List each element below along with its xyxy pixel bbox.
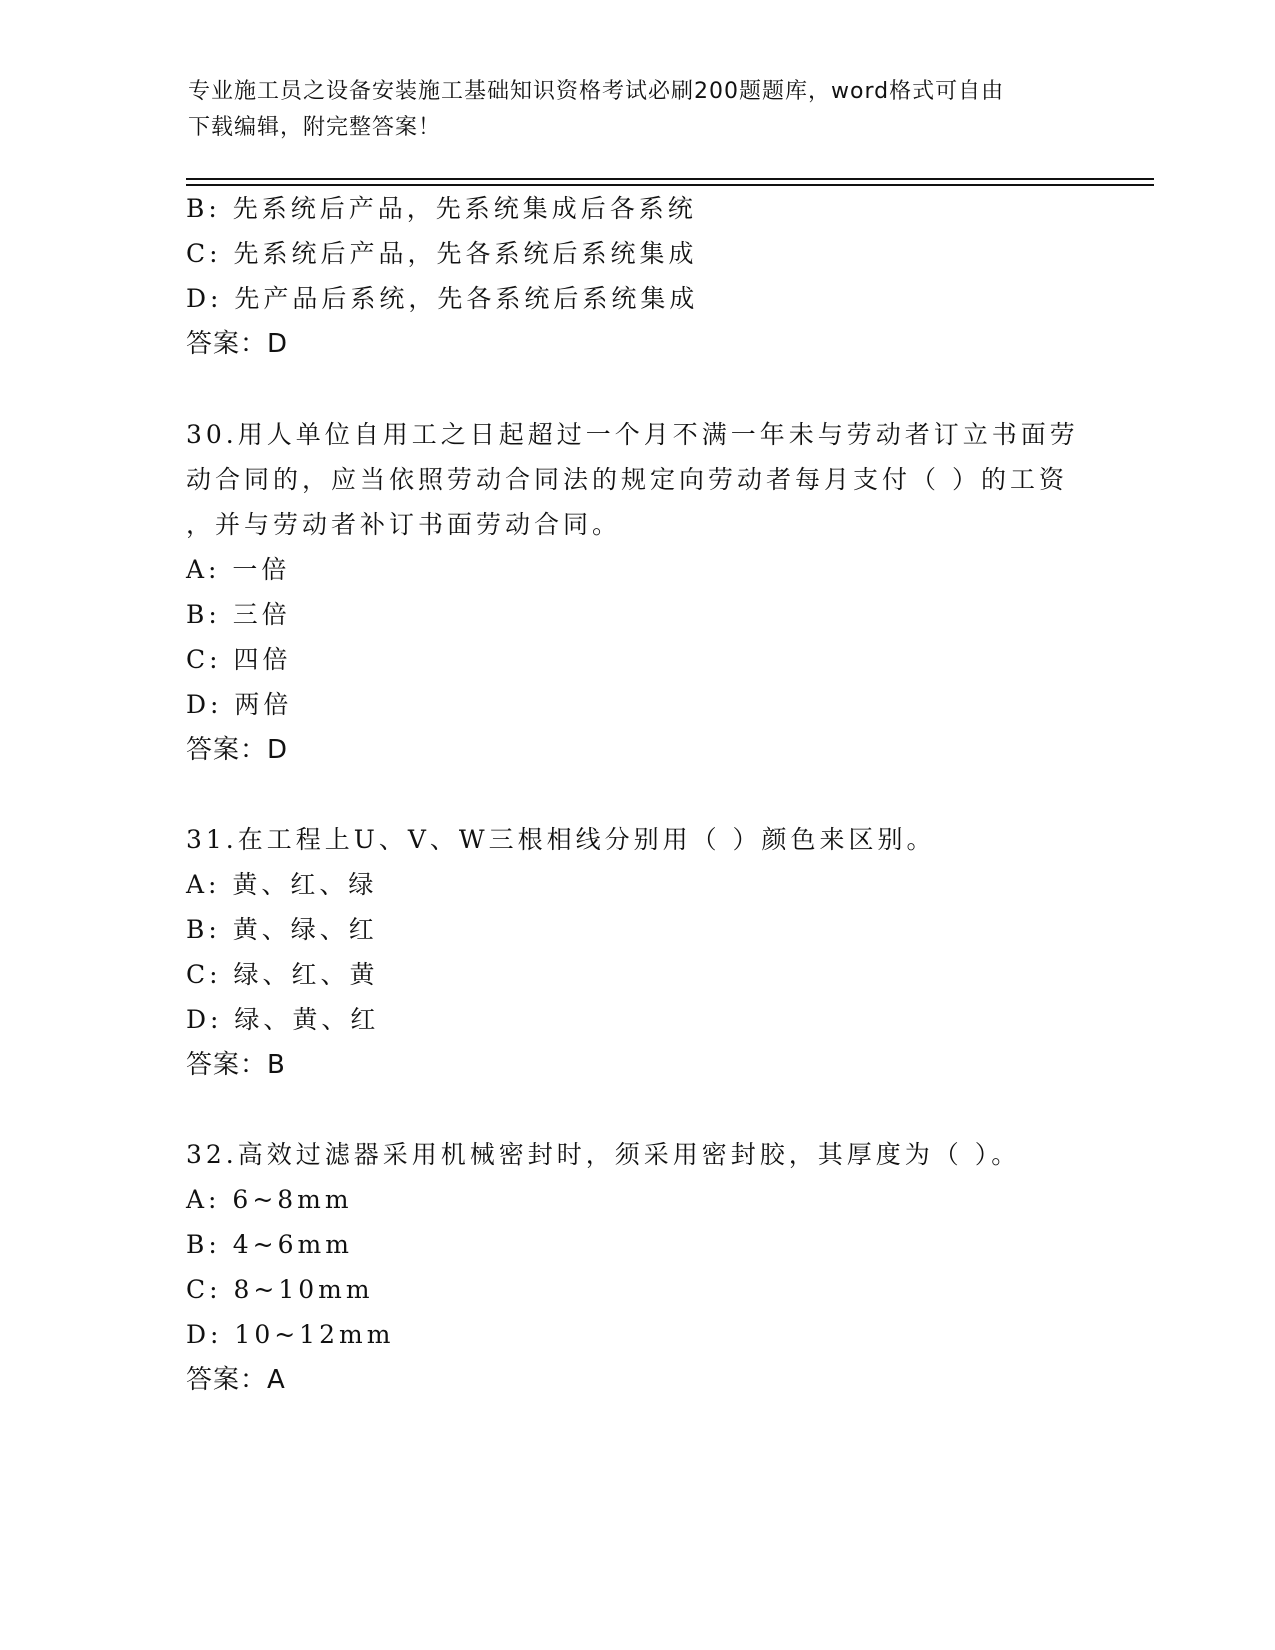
header-divider-top	[186, 178, 1154, 180]
answer-value: B	[267, 1050, 286, 1080]
q31-stem-line-1: 31.在工程上U、V、W三根相线分别用（ ）颜色来区别。	[186, 825, 936, 854]
q32-option-d: D: 10~12mm	[186, 1320, 395, 1349]
q31-option-c: C: 绿、红、黄	[186, 960, 379, 989]
q30-option-c: C: 四倍	[186, 645, 292, 674]
q29-option-c: C: 先系统后产品，先各系统后系统集成	[186, 239, 698, 268]
answer-value: D	[267, 329, 289, 359]
q29-option-d: D: 先产品后系统，先各系统后系统集成	[186, 284, 699, 313]
q30-stem-line-2: 动合同的，应当依照劳动合同法的规定向劳动者每月支付（ ）的工资	[186, 465, 1068, 494]
q30-stem-line-3: ，并与劳动者补订书面劳动合同。	[186, 510, 622, 539]
q30-option-d: D: 两倍	[186, 690, 293, 719]
q32-option-a: A: 6~8mm	[186, 1185, 353, 1214]
header-divider-bottom	[186, 184, 1154, 186]
q31-answer	[186, 1048, 286, 1082]
answer-label: 答案：	[186, 735, 268, 765]
q32-answer	[186, 1363, 286, 1397]
answer-value: D	[267, 735, 289, 765]
q32-stem-line-1: 32.高效过滤器采用机械密封时，须采用密封胶，其厚度为（ ）。	[186, 1140, 1021, 1169]
q30-answer	[186, 733, 288, 767]
q30-option-a: A: 一倍	[186, 555, 291, 584]
answer-label: 答案：	[186, 329, 268, 359]
answer-label: 答案：	[186, 1050, 268, 1080]
q31-option-d: D: 绿、黄、红	[186, 1005, 380, 1034]
header-line-1: 专业施工员之设备安装施工基础知识资格考试必刷200题题库，word格式可自由	[188, 79, 1005, 104]
q29-option-b: B: 先系统后产品，先系统集成后各系统	[186, 194, 697, 223]
answer-label: 答案：	[186, 1365, 268, 1395]
q29-answer	[186, 327, 288, 361]
answer-value: A	[267, 1365, 286, 1395]
document-header	[188, 74, 1088, 146]
q31-option-b: B: 黄、绿、红	[186, 915, 378, 944]
q30-stem-line-1: 30.用人单位自用工之日起超过一个月不满一年未与劳动者订立书面劳	[186, 420, 1079, 449]
header-line-2: 下载编辑，附完整答案！	[188, 115, 442, 140]
q32-option-c: C: 8~10mm	[186, 1275, 374, 1304]
q31-option-a: A: 黄、红、绿	[186, 870, 378, 899]
q30-option-b: B: 三倍	[186, 600, 291, 629]
q32-option-b: B: 4~6mm	[186, 1230, 353, 1259]
